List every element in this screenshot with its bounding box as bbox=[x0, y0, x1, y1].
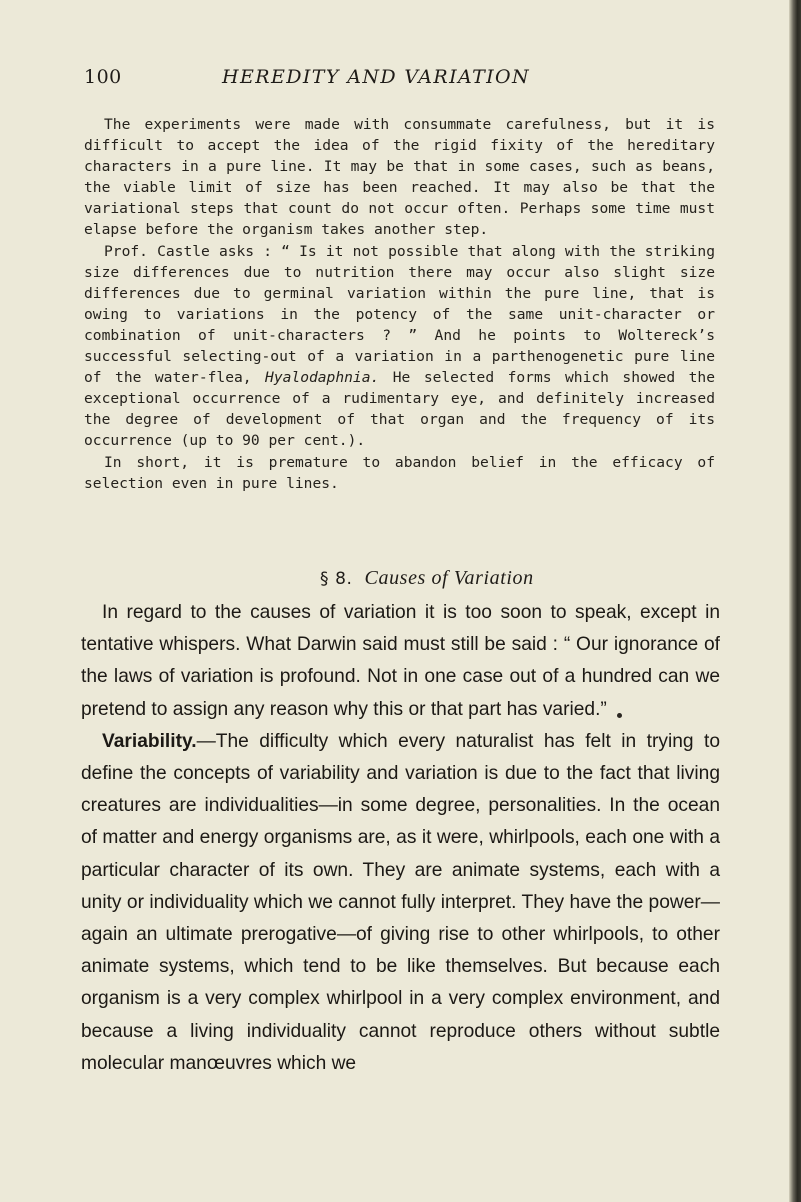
run-in-heading: Variability. bbox=[102, 730, 197, 752]
small-paragraph-2-start: Prof. Castle asks : “ Is it not possible that along with the striking size differences due to nutrition there may occur also slight size differences due to germinal variation within the pure line, that is owing to variations in the potency of the same unit-character or combination of unit-characters ? ” And he points to Woltereck’s successful selecting-out of a variation in a parthenogenetic pure line of the water-flea, bbox=[84, 242, 715, 387]
section-heading bbox=[320, 567, 700, 590]
main-paragraph-1: In regard to the causes of variation it is too soon to speak, except in tentative whispers. What Darwin said must still be said : “ Our ignorance of the laws of variation is profound. Not in one case out of a hundred can we pretend to assign any reason why this or that part has varied.” bbox=[81, 602, 720, 720]
main-text-block bbox=[81, 597, 720, 1080]
running-title: HEREDITY AND VARIATION bbox=[222, 66, 531, 88]
small-paragraph-1: The experiments were made with consummate carefulness, but it is difficult to accept the idea of the rigid fixity of the hereditary characters in a pure line. It may be that in some cases, such as beans, the viable limit of size has been reached. It may also be that the variational steps that count do not occur often. Perhaps some time must elapse before the organism takes another step. bbox=[84, 116, 715, 239]
page-header bbox=[84, 66, 704, 92]
species-name: Hyalodaphnia. bbox=[265, 369, 380, 387]
small-print-block bbox=[84, 114, 715, 494]
small-paragraph-3: In short, it is premature to abandon belief in the efficacy of selection even in pure lines. bbox=[84, 453, 715, 492]
small-paragraph-2-end: He selected forms which showed the exceptional occurrence of a rudimentary eye, and definitely increased the degree of development of that organ and the frequency of its occurrence (up to 90 per cent.). bbox=[84, 369, 715, 450]
page-number: 100 bbox=[84, 66, 122, 88]
main-paragraph-2 bbox=[81, 726, 720, 1080]
section-title: Causes of Variation bbox=[364, 567, 534, 589]
page-edge-shadow bbox=[789, 0, 801, 1202]
main-paragraph-2-text: —The difficulty which every naturalist has felt in trying to define the concepts of variability and variation is due to the fact that living creatures are individualities—in some degree, personalities. In the ocean of matter and energy organisms are, as it were, whirlpools, each one with a particular character of its own. They are animate systems, each with a unity or individuality which we cannot fully interpret. They have the power—again an ultimate prerogative—of giving rise to other whirlpools, to other animate systems, which tend to be like themselves. But because each organism is a very complex whirlpool in a very complex environment, and because a living individuality cannot reproduce others without subtle molecular manœuvres which we bbox=[81, 730, 720, 1074]
small-paragraph-2 bbox=[84, 241, 715, 452]
section-number: § 8. bbox=[320, 569, 353, 589]
